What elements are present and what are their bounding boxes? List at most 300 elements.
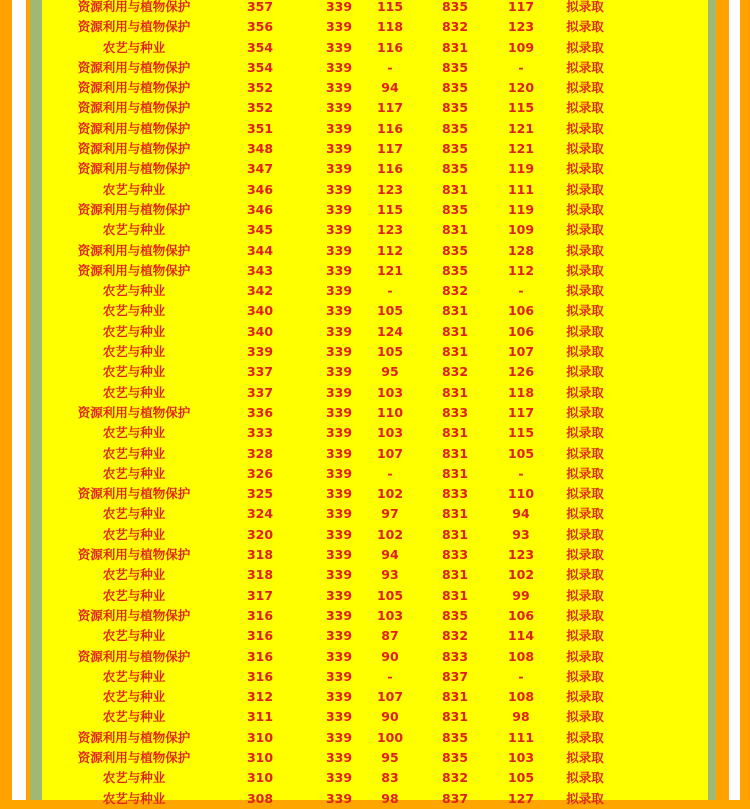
total-score-cell: 311	[246, 709, 274, 725]
subject-score-cell: 115	[376, 201, 404, 217]
subject-code-score-cell: -	[518, 668, 524, 684]
table-row	[42, 789, 708, 809]
subject-code-cell: 832	[441, 283, 469, 299]
table-row	[42, 180, 708, 200]
subject-score-cell: 87	[381, 628, 399, 644]
subject-code-score-cell: 108	[507, 689, 535, 705]
major-cell: 资源利用与植物保护	[77, 120, 191, 136]
total-score-cell: 342	[246, 283, 274, 299]
total-score-cell: 316	[246, 668, 274, 684]
subject-code-cell: 835	[441, 120, 469, 136]
total-score-cell: 348	[246, 141, 274, 157]
total-score-cell: 310	[246, 749, 274, 765]
cutoff-score-cell: 339	[325, 39, 353, 55]
subject-code-cell: 832	[441, 770, 469, 786]
table-row	[42, 301, 708, 321]
table-row	[42, 707, 708, 727]
subject-code-score-cell: 119	[507, 161, 535, 177]
major-cell: 农艺与种业	[102, 445, 166, 461]
subject-code-score-cell: 109	[507, 222, 535, 238]
total-score-cell: 339	[246, 344, 274, 360]
subject-score-cell: 97	[381, 506, 399, 522]
subject-score-cell: 103	[376, 384, 404, 400]
cutoff-score-cell: 339	[325, 749, 353, 765]
table-row	[42, 78, 708, 98]
subject-code-score-cell: 115	[507, 100, 535, 116]
subject-code-cell: 831	[441, 465, 469, 481]
table-row	[42, 484, 708, 504]
table-row	[42, 383, 708, 403]
cutoff-score-cell: 339	[325, 201, 353, 217]
subject-code-cell: 833	[441, 404, 469, 420]
subject-code-score-cell: 118	[507, 384, 535, 400]
subject-code-cell: 835	[441, 141, 469, 157]
major-cell: 资源利用与植物保护	[77, 19, 191, 35]
cutoff-score-cell: 339	[325, 59, 353, 75]
subject-code-score-cell: 128	[507, 242, 535, 258]
major-cell: 资源利用与植物保护	[77, 100, 191, 116]
subject-score-cell: 107	[376, 445, 404, 461]
cutoff-score-cell: 339	[325, 425, 353, 441]
total-score-cell: 333	[246, 425, 274, 441]
subject-code-cell: 835	[441, 201, 469, 217]
subject-code-cell: 831	[441, 506, 469, 522]
cutoff-score-cell: 339	[325, 384, 353, 400]
subject-code-cell: 835	[441, 0, 469, 14]
table-row	[42, 647, 708, 667]
total-score-cell: 351	[246, 120, 274, 136]
major-cell: 农艺与种业	[102, 364, 166, 380]
major-cell: 农艺与种业	[102, 344, 166, 360]
subject-code-cell: 837	[441, 668, 469, 684]
status-cell: 拟录取	[566, 729, 604, 745]
subject-code-score-cell: 123	[507, 547, 535, 563]
subject-code-cell: 831	[441, 526, 469, 542]
table-row	[42, 403, 708, 423]
cutoff-score-cell: 339	[325, 181, 353, 197]
subject-code-cell: 831	[441, 222, 469, 238]
total-score-cell: 347	[246, 161, 274, 177]
table-row	[42, 159, 708, 179]
cutoff-score-cell: 339	[325, 486, 353, 502]
cutoff-score-cell: 339	[325, 120, 353, 136]
subject-code-cell: 833	[441, 547, 469, 563]
total-score-cell: 316	[246, 648, 274, 664]
total-score-cell: 316	[246, 628, 274, 644]
left-green-border	[30, 0, 42, 800]
subject-code-cell: 831	[441, 323, 469, 339]
subject-code-cell: 831	[441, 567, 469, 583]
major-cell: 农艺与种业	[102, 709, 166, 725]
subject-score-cell: 117	[376, 100, 404, 116]
total-score-cell: 316	[246, 607, 274, 623]
major-cell: 农艺与种业	[102, 790, 166, 806]
cutoff-score-cell: 339	[325, 648, 353, 664]
total-score-cell: 346	[246, 201, 274, 217]
total-score-cell: 346	[246, 181, 274, 197]
cutoff-score-cell: 339	[325, 506, 353, 522]
status-cell: 拟录取	[566, 222, 604, 238]
subject-score-cell: -	[387, 283, 393, 299]
total-score-cell: 352	[246, 100, 274, 116]
table-row	[42, 342, 708, 362]
table-row	[42, 586, 708, 606]
subject-score-cell: 105	[376, 303, 404, 319]
subject-code-cell: 835	[441, 80, 469, 96]
status-cell: 拟录取	[566, 628, 604, 644]
left-orange-border	[0, 0, 12, 800]
major-cell: 资源利用与植物保护	[77, 201, 191, 217]
major-cell: 资源利用与植物保护	[77, 141, 191, 157]
table-row	[42, 322, 708, 342]
subject-code-score-cell: 121	[507, 120, 535, 136]
table-row	[42, 748, 708, 768]
major-cell: 资源利用与植物保护	[77, 729, 191, 745]
subject-score-cell: 95	[381, 364, 399, 380]
total-score-cell: 328	[246, 445, 274, 461]
cutoff-score-cell: 339	[325, 709, 353, 725]
cutoff-score-cell: 339	[325, 0, 353, 14]
cutoff-score-cell: 339	[325, 404, 353, 420]
major-cell: 资源利用与植物保护	[77, 242, 191, 258]
subject-score-cell: 100	[376, 729, 404, 745]
major-cell: 资源利用与植物保护	[77, 607, 191, 623]
total-score-cell: 357	[246, 0, 274, 14]
status-cell: 拟录取	[566, 364, 604, 380]
subject-code-cell: 835	[441, 242, 469, 258]
right-white-border	[729, 0, 740, 800]
subject-score-cell: 115	[376, 0, 404, 14]
subject-score-cell: 116	[376, 39, 404, 55]
right-green-border	[708, 0, 716, 800]
subject-code-score-cell: 121	[507, 141, 535, 157]
cutoff-score-cell: 339	[325, 242, 353, 258]
table-row	[42, 504, 708, 524]
table-row	[42, 606, 708, 626]
subject-code-score-cell: 120	[507, 80, 535, 96]
table-row	[42, 525, 708, 545]
subject-code-score-cell: 98	[512, 709, 530, 725]
table-row	[42, 58, 708, 78]
total-score-cell: 344	[246, 242, 274, 258]
status-cell: 拟录取	[566, 709, 604, 725]
subject-code-cell: 835	[441, 729, 469, 745]
status-cell: 拟录取	[566, 59, 604, 75]
status-cell: 拟录取	[566, 425, 604, 441]
major-cell: 农艺与种业	[102, 181, 166, 197]
total-score-cell: 354	[246, 39, 274, 55]
subject-code-score-cell: 108	[507, 648, 535, 664]
total-score-cell: 324	[246, 506, 274, 522]
subject-code-score-cell: 102	[507, 567, 535, 583]
subject-score-cell: 103	[376, 607, 404, 623]
subject-score-cell: 94	[381, 80, 399, 96]
major-cell: 资源利用与植物保护	[77, 749, 191, 765]
table-row	[42, 0, 708, 17]
total-score-cell: 336	[246, 404, 274, 420]
subject-code-score-cell: 106	[507, 323, 535, 339]
cutoff-score-cell: 339	[325, 141, 353, 157]
major-cell: 农艺与种业	[102, 628, 166, 644]
major-cell: 农艺与种业	[102, 526, 166, 542]
subject-code-score-cell: 109	[507, 39, 535, 55]
cutoff-score-cell: 339	[325, 770, 353, 786]
table-row	[42, 119, 708, 139]
subject-code-score-cell: -	[518, 465, 524, 481]
cutoff-score-cell: 339	[325, 262, 353, 278]
left-white-border	[12, 0, 26, 800]
table-row	[42, 545, 708, 565]
subject-score-cell: 94	[381, 547, 399, 563]
subject-code-cell: 833	[441, 648, 469, 664]
subject-code-cell: 831	[441, 384, 469, 400]
subject-score-cell: 105	[376, 587, 404, 603]
subject-score-cell: 102	[376, 526, 404, 542]
status-cell: 拟录取	[566, 404, 604, 420]
right-inner-orange-border	[716, 0, 729, 800]
total-score-cell: 326	[246, 465, 274, 481]
major-cell: 农艺与种业	[102, 39, 166, 55]
major-cell: 资源利用与植物保护	[77, 80, 191, 96]
subject-score-cell: 107	[376, 689, 404, 705]
subject-code-cell: 831	[441, 303, 469, 319]
total-score-cell: 312	[246, 689, 274, 705]
subject-code-score-cell: 127	[507, 790, 535, 806]
subject-code-score-cell: 94	[512, 506, 530, 522]
subject-code-score-cell: 111	[507, 181, 535, 197]
subject-score-cell: 90	[381, 648, 399, 664]
cutoff-score-cell: 339	[325, 689, 353, 705]
subject-code-score-cell: 119	[507, 201, 535, 217]
cutoff-score-cell: 339	[325, 587, 353, 603]
table-row	[42, 38, 708, 58]
status-cell: 拟录取	[566, 120, 604, 136]
total-score-cell: 345	[246, 222, 274, 238]
cutoff-score-cell: 339	[325, 364, 353, 380]
subject-code-score-cell: 110	[507, 486, 535, 502]
table-row	[42, 768, 708, 788]
subject-code-cell: 835	[441, 607, 469, 623]
status-cell: 拟录取	[566, 384, 604, 400]
cutoff-score-cell: 339	[325, 80, 353, 96]
table-row	[42, 728, 708, 748]
subject-score-cell: 123	[376, 222, 404, 238]
table-row	[42, 667, 708, 687]
major-cell: 资源利用与植物保护	[77, 262, 191, 278]
subject-code-score-cell: 111	[507, 729, 535, 745]
subject-code-score-cell: 107	[507, 344, 535, 360]
cutoff-score-cell: 339	[325, 283, 353, 299]
cutoff-score-cell: 339	[325, 344, 353, 360]
table-row	[42, 261, 708, 281]
major-cell: 农艺与种业	[102, 770, 166, 786]
table-row	[42, 444, 708, 464]
major-cell: 资源利用与植物保护	[77, 648, 191, 664]
status-cell: 拟录取	[566, 80, 604, 96]
status-cell: 拟录取	[566, 19, 604, 35]
table-row	[42, 565, 708, 585]
subject-code-cell: 831	[441, 445, 469, 461]
total-score-cell: 337	[246, 384, 274, 400]
cutoff-score-cell: 339	[325, 567, 353, 583]
subject-code-score-cell: 117	[507, 0, 535, 14]
subject-score-cell: 83	[381, 770, 399, 786]
status-cell: 拟录取	[566, 262, 604, 278]
table-row	[42, 220, 708, 240]
table-row	[42, 98, 708, 118]
total-score-cell: 308	[246, 790, 274, 806]
subject-code-cell: 831	[441, 425, 469, 441]
status-cell: 拟录取	[566, 242, 604, 258]
total-score-cell: 356	[246, 19, 274, 35]
major-cell: 资源利用与植物保护	[77, 161, 191, 177]
subject-code-cell: 831	[441, 689, 469, 705]
status-cell: 拟录取	[566, 770, 604, 786]
subject-score-cell: 124	[376, 323, 404, 339]
cutoff-score-cell: 339	[325, 526, 353, 542]
subject-code-score-cell: 123	[507, 19, 535, 35]
total-score-cell: 317	[246, 587, 274, 603]
total-score-cell: 337	[246, 364, 274, 380]
status-cell: 拟录取	[566, 526, 604, 542]
subject-score-cell: 121	[376, 262, 404, 278]
total-score-cell: 340	[246, 303, 274, 319]
status-cell: 拟录取	[566, 344, 604, 360]
status-cell: 拟录取	[566, 506, 604, 522]
subject-code-cell: 835	[441, 749, 469, 765]
subject-code-cell: 837	[441, 790, 469, 806]
cutoff-score-cell: 339	[325, 100, 353, 116]
subject-score-cell: 118	[376, 19, 404, 35]
major-cell: 资源利用与植物保护	[77, 404, 191, 420]
table-row	[42, 464, 708, 484]
table-row	[42, 17, 708, 37]
status-cell: 拟录取	[566, 486, 604, 502]
total-score-cell: 310	[246, 729, 274, 745]
major-cell: 资源利用与植物保护	[77, 486, 191, 502]
total-score-cell: 318	[246, 567, 274, 583]
major-cell: 农艺与种业	[102, 323, 166, 339]
subject-score-cell: 90	[381, 709, 399, 725]
total-score-cell: 320	[246, 526, 274, 542]
subject-code-score-cell: 117	[507, 404, 535, 420]
table-row	[42, 362, 708, 382]
major-cell: 资源利用与植物保护	[77, 59, 191, 75]
subject-code-cell: 835	[441, 59, 469, 75]
cutoff-score-cell: 339	[325, 790, 353, 806]
subject-code-score-cell: 103	[507, 749, 535, 765]
status-cell: 拟录取	[566, 567, 604, 583]
subject-code-score-cell: 106	[507, 303, 535, 319]
table-row	[42, 200, 708, 220]
total-score-cell: 340	[246, 323, 274, 339]
subject-code-cell: 835	[441, 161, 469, 177]
status-cell: 拟录取	[566, 790, 604, 806]
subject-score-cell: 112	[376, 242, 404, 258]
major-cell: 农艺与种业	[102, 222, 166, 238]
subject-code-score-cell: 112	[507, 262, 535, 278]
table-row	[42, 423, 708, 443]
subject-code-cell: 831	[441, 344, 469, 360]
major-cell: 农艺与种业	[102, 668, 166, 684]
cutoff-score-cell: 339	[325, 303, 353, 319]
status-cell: 拟录取	[566, 465, 604, 481]
subject-code-cell: 832	[441, 19, 469, 35]
status-cell: 拟录取	[566, 39, 604, 55]
status-cell: 拟录取	[566, 547, 604, 563]
status-cell: 拟录取	[566, 749, 604, 765]
subject-code-score-cell: 126	[507, 364, 535, 380]
subject-code-cell: 831	[441, 587, 469, 603]
total-score-cell: 318	[246, 547, 274, 563]
subject-code-cell: 832	[441, 628, 469, 644]
cutoff-score-cell: 339	[325, 607, 353, 623]
cutoff-score-cell: 339	[325, 729, 353, 745]
major-cell: 农艺与种业	[102, 425, 166, 441]
status-cell: 拟录取	[566, 201, 604, 217]
major-cell: 资源利用与植物保护	[77, 0, 191, 14]
cutoff-score-cell: 339	[325, 465, 353, 481]
status-cell: 拟录取	[566, 323, 604, 339]
admission-table	[42, 0, 708, 809]
cutoff-score-cell: 339	[325, 323, 353, 339]
table-row	[42, 281, 708, 301]
status-cell: 拟录取	[566, 689, 604, 705]
cutoff-score-cell: 339	[325, 628, 353, 644]
subject-score-cell: -	[387, 59, 393, 75]
major-cell: 农艺与种业	[102, 465, 166, 481]
subject-code-score-cell: 115	[507, 425, 535, 441]
subject-score-cell: -	[387, 465, 393, 481]
status-cell: 拟录取	[566, 161, 604, 177]
table-row	[42, 139, 708, 159]
status-cell: 拟录取	[566, 181, 604, 197]
subject-score-cell: 123	[376, 181, 404, 197]
subject-code-score-cell: 105	[507, 770, 535, 786]
subject-score-cell: 95	[381, 749, 399, 765]
status-cell: 拟录取	[566, 445, 604, 461]
subject-score-cell: 116	[376, 161, 404, 177]
status-cell: 拟录取	[566, 607, 604, 623]
cutoff-score-cell: 339	[325, 445, 353, 461]
subject-score-cell: 93	[381, 567, 399, 583]
cutoff-score-cell: 339	[325, 161, 353, 177]
subject-code-score-cell: 99	[512, 587, 530, 603]
status-cell: 拟录取	[566, 0, 604, 14]
subject-code-score-cell: 105	[507, 445, 535, 461]
cutoff-score-cell: 339	[325, 668, 353, 684]
subject-code-cell: 831	[441, 709, 469, 725]
status-cell: 拟录取	[566, 283, 604, 299]
subject-code-score-cell: 93	[512, 526, 530, 542]
subject-score-cell: 105	[376, 344, 404, 360]
status-cell: 拟录取	[566, 141, 604, 157]
table-row	[42, 626, 708, 646]
status-cell: 拟录取	[566, 100, 604, 116]
major-cell: 农艺与种业	[102, 587, 166, 603]
major-cell: 资源利用与植物保护	[77, 547, 191, 563]
subject-code-cell: 833	[441, 486, 469, 502]
subject-score-cell: 117	[376, 141, 404, 157]
major-cell: 农艺与种业	[102, 283, 166, 299]
total-score-cell: 325	[246, 486, 274, 502]
cutoff-score-cell: 339	[325, 19, 353, 35]
major-cell: 农艺与种业	[102, 384, 166, 400]
major-cell: 农艺与种业	[102, 567, 166, 583]
subject-code-cell: 832	[441, 364, 469, 380]
subject-code-score-cell: -	[518, 59, 524, 75]
subject-code-score-cell: -	[518, 283, 524, 299]
